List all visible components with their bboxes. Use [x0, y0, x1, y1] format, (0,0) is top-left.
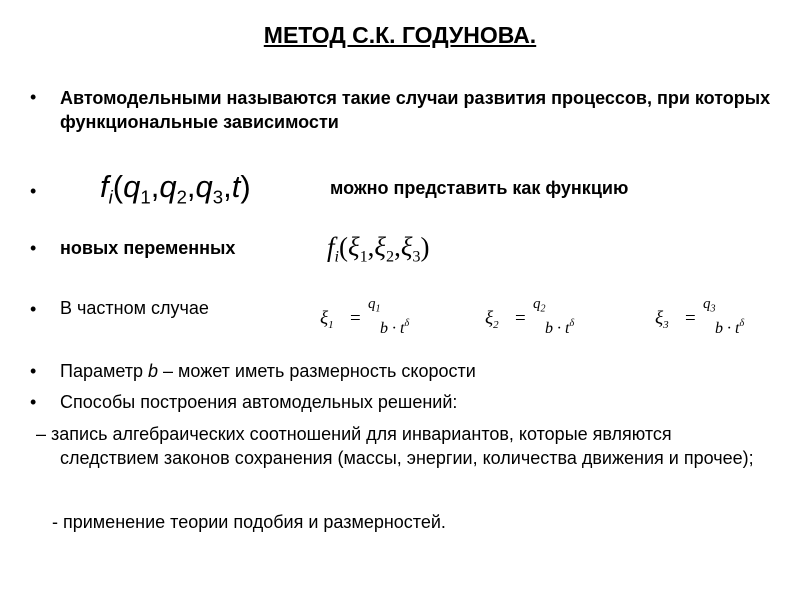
slide-title: МЕТОД С.К. ГОДУНОВА.	[263, 22, 537, 48]
formula-xi1-definition: $\xi_1$ = $q_1$ $b \cdot t^\delta$	[320, 296, 410, 337]
method-algebraic-invariants: – запись алгебраических соотношений для инвариантов, которые являются следствием законов сохранения (массы, энергии, количества движения и прочее);	[36, 424, 754, 468]
method-similarity-theory: - применение теории подобия и размерностей.	[52, 512, 446, 532]
bullet-particular-case: В частном случае	[60, 298, 209, 318]
bullet-marker: •	[30, 181, 37, 201]
bullet-self-similar-definition: Автомодельными называются такие случаи развития процессов, при которых функциональные зависимости	[60, 88, 771, 132]
bullet-methods: Способы построения автомодельных решений:	[60, 392, 458, 412]
formula-f-of-xi: $f_i(\xi_1,\xi_2,\xi_3)$	[327, 232, 430, 266]
bullet-marker: •	[30, 392, 37, 412]
bullet-marker: •	[30, 361, 37, 381]
bullet-new-variables: новых переменных	[60, 238, 236, 258]
bullet-marker: •	[30, 87, 37, 107]
formula-xi3-definition: $\xi_3$ = $q_3$ $b \cdot t^\delta$	[655, 296, 745, 337]
bullet-marker: •	[30, 238, 37, 258]
formula-f-of-q-t: $f_i(q_1,q_2,q_3,t)$	[100, 169, 251, 208]
bullet-parameter-b: Параметр b – может иметь размерность скорости	[60, 361, 476, 381]
formula-xi2-definition: $\xi_2$ = $q_2$ $b \cdot t^\delta$	[485, 296, 575, 337]
bullet-marker: •	[30, 299, 37, 319]
bullet-can-be-represented: можно представить как функцию	[330, 178, 629, 198]
